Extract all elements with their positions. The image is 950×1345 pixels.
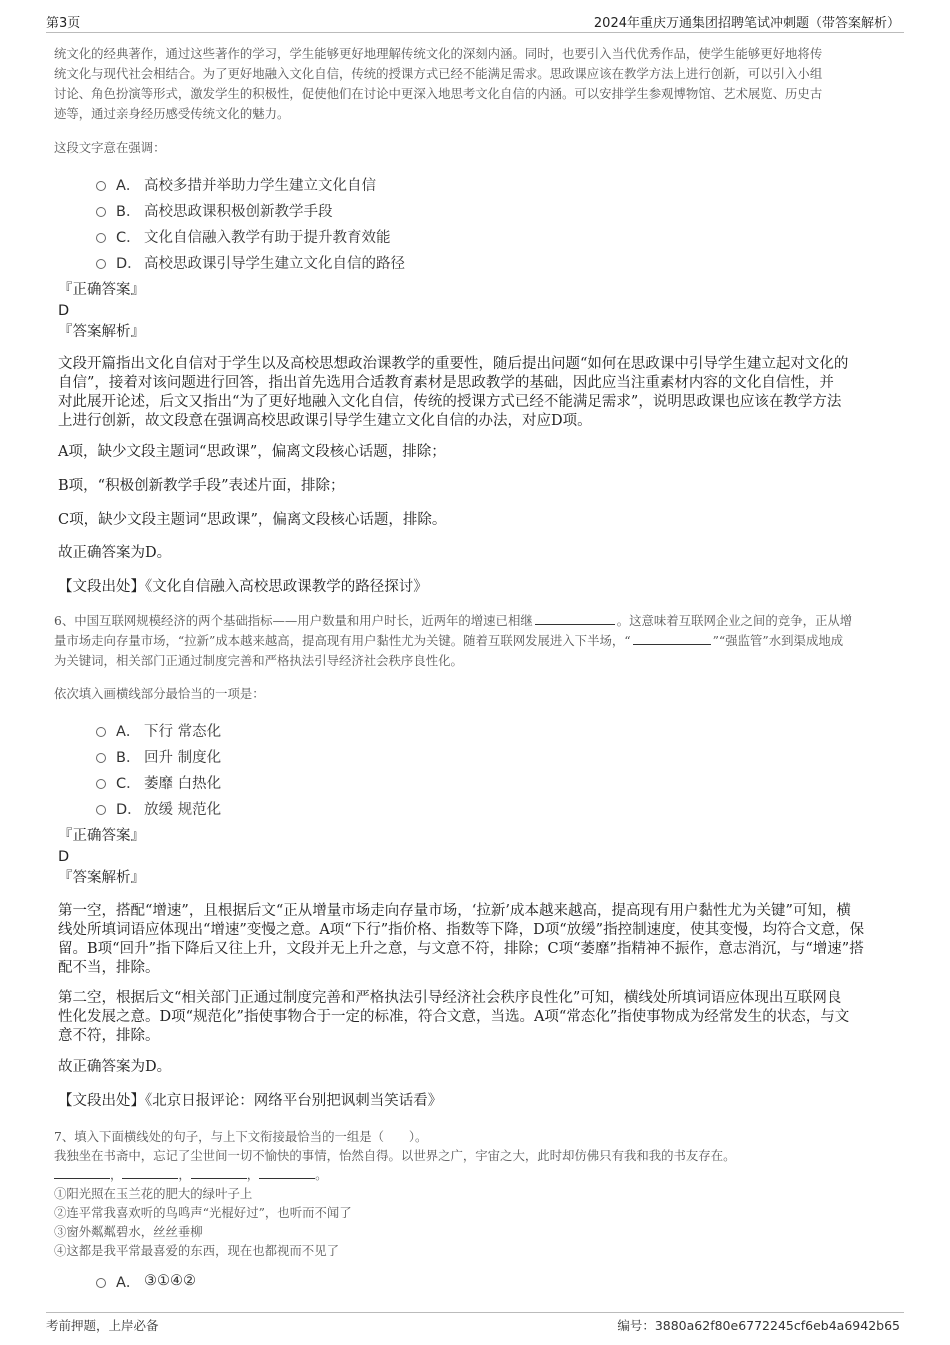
page-number: 第3页: [46, 16, 81, 31]
analysis-label: 『答案解析』: [58, 324, 145, 340]
analysis-line: 第二空，根据后文“相关部门正通过制度完善和严格执法引导经济社会秩序良性化”可知，横线处所填词语应体现出互联网良: [58, 990, 842, 1006]
radio-icon[interactable]: [96, 259, 106, 269]
blank-4: [259, 1166, 315, 1179]
analysis-line: 意不符，排除。: [58, 1028, 160, 1044]
q6-analysis-2: [58, 989, 890, 1046]
analysis-line: 文段开篇指出文化自信对于学生以及高校思想政治课教学的重要性，随后提出问题“如何在思政课中引导学生建立起对文化的: [58, 356, 849, 372]
blank-2: [122, 1166, 178, 1179]
footer-slogan: 考前押题，上岸必备: [46, 1318, 159, 1333]
answer-value: D: [58, 849, 70, 865]
blank-3: [191, 1166, 247, 1179]
q6-prompt: 依次填入画横线部分最恰当的一项是：: [54, 686, 265, 701]
answer-value: D: [58, 303, 70, 319]
q7-stem: [54, 1127, 899, 1260]
q5-analysis: [58, 355, 890, 431]
radio-icon[interactable]: [96, 727, 106, 737]
answer-label: 『正确答案』: [58, 828, 145, 844]
q7-passage: 我独坐在书斋中，忘记了尘世间一切不愉快的事情，怡然自得。以世界之广，宇宙之大，此时却仿佛只有我和我的书友存在。: [54, 1148, 736, 1163]
analysis-line: 留。B项“回升”指下降后又往上升，文段并无上升之意，与文意不符，排除；C项“萎靡”指精神不振作，意志消沉，与“增速”搭: [58, 941, 864, 957]
q7-item: ②连平常我喜欢听的鸟鸣声“光棍好过”，也听而不闻了: [54, 1205, 352, 1220]
q6-source: 【文段出处】《北京日报评论：网络平台别把讽刺当笑话看》: [58, 1093, 443, 1109]
analysis-line: 上进行创新，故文段意在强调高校思政课引导学生建立文化自信的办法，对应D项。: [58, 413, 592, 429]
q5-prompt: 这段文字意在强调：: [54, 140, 166, 155]
q6-stem: 6、中国互联网规模经济的两个基础指标——用户数量和用户时长，近两年的增速已相继 。这意味着互联网企业之间的竞争，正从增 量市场走向存量市场，“拉新”成本越来越高，提高现有用户黏性尤为关键。随着互联网发展进入下半场，“ ”“强监管”水到渠成地成 为关键词，相关部门正通过制度完善和严格执法引导经济社会秩序良性化。: [54, 613, 853, 668]
radio-icon[interactable]: [96, 1278, 106, 1288]
blank-1: [535, 612, 615, 625]
q5-answer-block: [58, 280, 898, 343]
q6-option-d[interactable]: D． 放缓 规范化: [96, 795, 696, 821]
blank-2: [633, 632, 711, 645]
q7-item: ④这都是我平常最喜爱的东西，现在也都视而不见了: [54, 1243, 339, 1258]
q6-option-b[interactable]: B． 回升 制度化: [96, 743, 696, 769]
page-footer: [46, 1312, 904, 1337]
passage-line: 迹等，通过亲身经历感受传统文化的魅力。: [54, 106, 290, 121]
q5-option-d[interactable]: D． 高校思政课引导学生建立文化自信的路径: [96, 249, 696, 275]
q7-option-a[interactable]: A． ③①④②: [96, 1268, 696, 1294]
q7-blanks: ， ， ， 。: [54, 1165, 899, 1184]
passage-line: 讨论、角色扮演等形式，激发学生的积极性，促使他们在讨论中更深入地思考文化自信的内涵。可以安排学生参观博物馆、艺术展览、历史古: [54, 86, 823, 101]
analysis-line: 自信”，接着对该问题进行回答，指出首先选用合适教育素材是思政教学的基础，因此应当注重素材内容的文化自信性，并: [58, 375, 834, 391]
q6-conclusion: 故正确答案为D。: [58, 1059, 172, 1075]
q5-b-note: B项，“积极创新教学手段”表述片面，排除；: [58, 478, 345, 494]
analysis-label: 『答案解析』: [58, 870, 145, 886]
q7-question: 7、填入下面横线处的句子，与上下文衔接最恰当的一组是（ ）。: [54, 1129, 428, 1144]
q5-option-c[interactable]: C． 文化自信融入教学有助于提升教育效能: [96, 223, 696, 249]
q6-option-a[interactable]: A． 下行 常态化: [96, 717, 696, 743]
radio-icon[interactable]: [96, 753, 106, 763]
analysis-line: 对此展开论述，后文又指出“为了更好地融入文化自信，传统的授课方式已经不能满足需求”，说明思政课也应该在教学方法: [58, 394, 842, 410]
radio-icon[interactable]: [96, 233, 106, 243]
q5-options: [96, 171, 696, 275]
q5-option-b[interactable]: B． 高校思政课积极创新教学手段: [96, 197, 696, 223]
q6-answer-block: [58, 826, 898, 889]
passage-line: 统文化与现代社会相结合。为了更好地融入文化自信，传统的授课方式已经不能满足需求。思政课应该在教学方法上进行创新，可以引入小组: [54, 66, 823, 81]
q5-option-a[interactable]: A． 高校多措并举助力学生建立文化自信: [96, 171, 696, 197]
q5-a-note: A项，缺少文段主题词“思政课”，偏离文段核心话题，排除；: [58, 444, 446, 460]
page-header: [46, 10, 904, 33]
passage-line: 统文化的经典著作，通过这些著作的学习，学生能够更好地理解传统文化的深刻内涵。同时，也要引入当代优秀作品，使学生能够更好地将传: [54, 46, 823, 61]
answer-label: 『正确答案』: [58, 282, 145, 298]
q7-item: ①阳光照在玉兰花的肥大的绿叶子上: [54, 1186, 253, 1201]
document-title: 2024年重庆万通集团招聘笔试冲刺题（带答案解析）: [593, 16, 900, 31]
analysis-line: 线处所填词语应体现出“增速”变慢之意。A项“下行”指价格、指数等下降，D项“放缓”指控制速度，使其变慢，均符合文意，保: [58, 922, 865, 938]
q7-options: [96, 1268, 696, 1294]
radio-icon[interactable]: [96, 805, 106, 815]
q5-conclusion: 故正确答案为D。: [58, 545, 172, 561]
q5-c-note: C项，缺少文段主题词“思政课”，偏离文段核心话题，排除。: [58, 512, 447, 528]
blank-1: [54, 1166, 110, 1179]
q6-analysis-1: [58, 902, 890, 978]
q5-source: 【文段出处】《文化自信融入高校思政课教学的路径探讨》: [58, 579, 428, 595]
radio-icon[interactable]: [96, 207, 106, 217]
q6-option-c[interactable]: C． 萎靡 白热化: [96, 769, 696, 795]
q6-options: [96, 717, 696, 821]
footer-code: 编号：3880a62f80e6772245cf6eb4a6942b65: [617, 1318, 900, 1333]
radio-icon[interactable]: [96, 181, 106, 191]
analysis-line: 配不当，排除。: [58, 960, 160, 976]
q7-item: ③窗外粼粼碧水，丝丝垂柳: [54, 1224, 203, 1239]
passage-intro: [54, 44, 899, 124]
analysis-line: 第一空，搭配“增速”，且根据后文“正从增量市场走向存量市场，‘拉新’成本越来越高，提高现有用户黏性尤为关键”可知，横: [58, 903, 851, 919]
radio-icon[interactable]: [96, 779, 106, 789]
analysis-line: 性化发展之意。D项“规范化”指使事物合于一定的标准，符合文意，当选。A项“常态化”指使事物成为经常发生的状态，与文: [58, 1009, 850, 1025]
